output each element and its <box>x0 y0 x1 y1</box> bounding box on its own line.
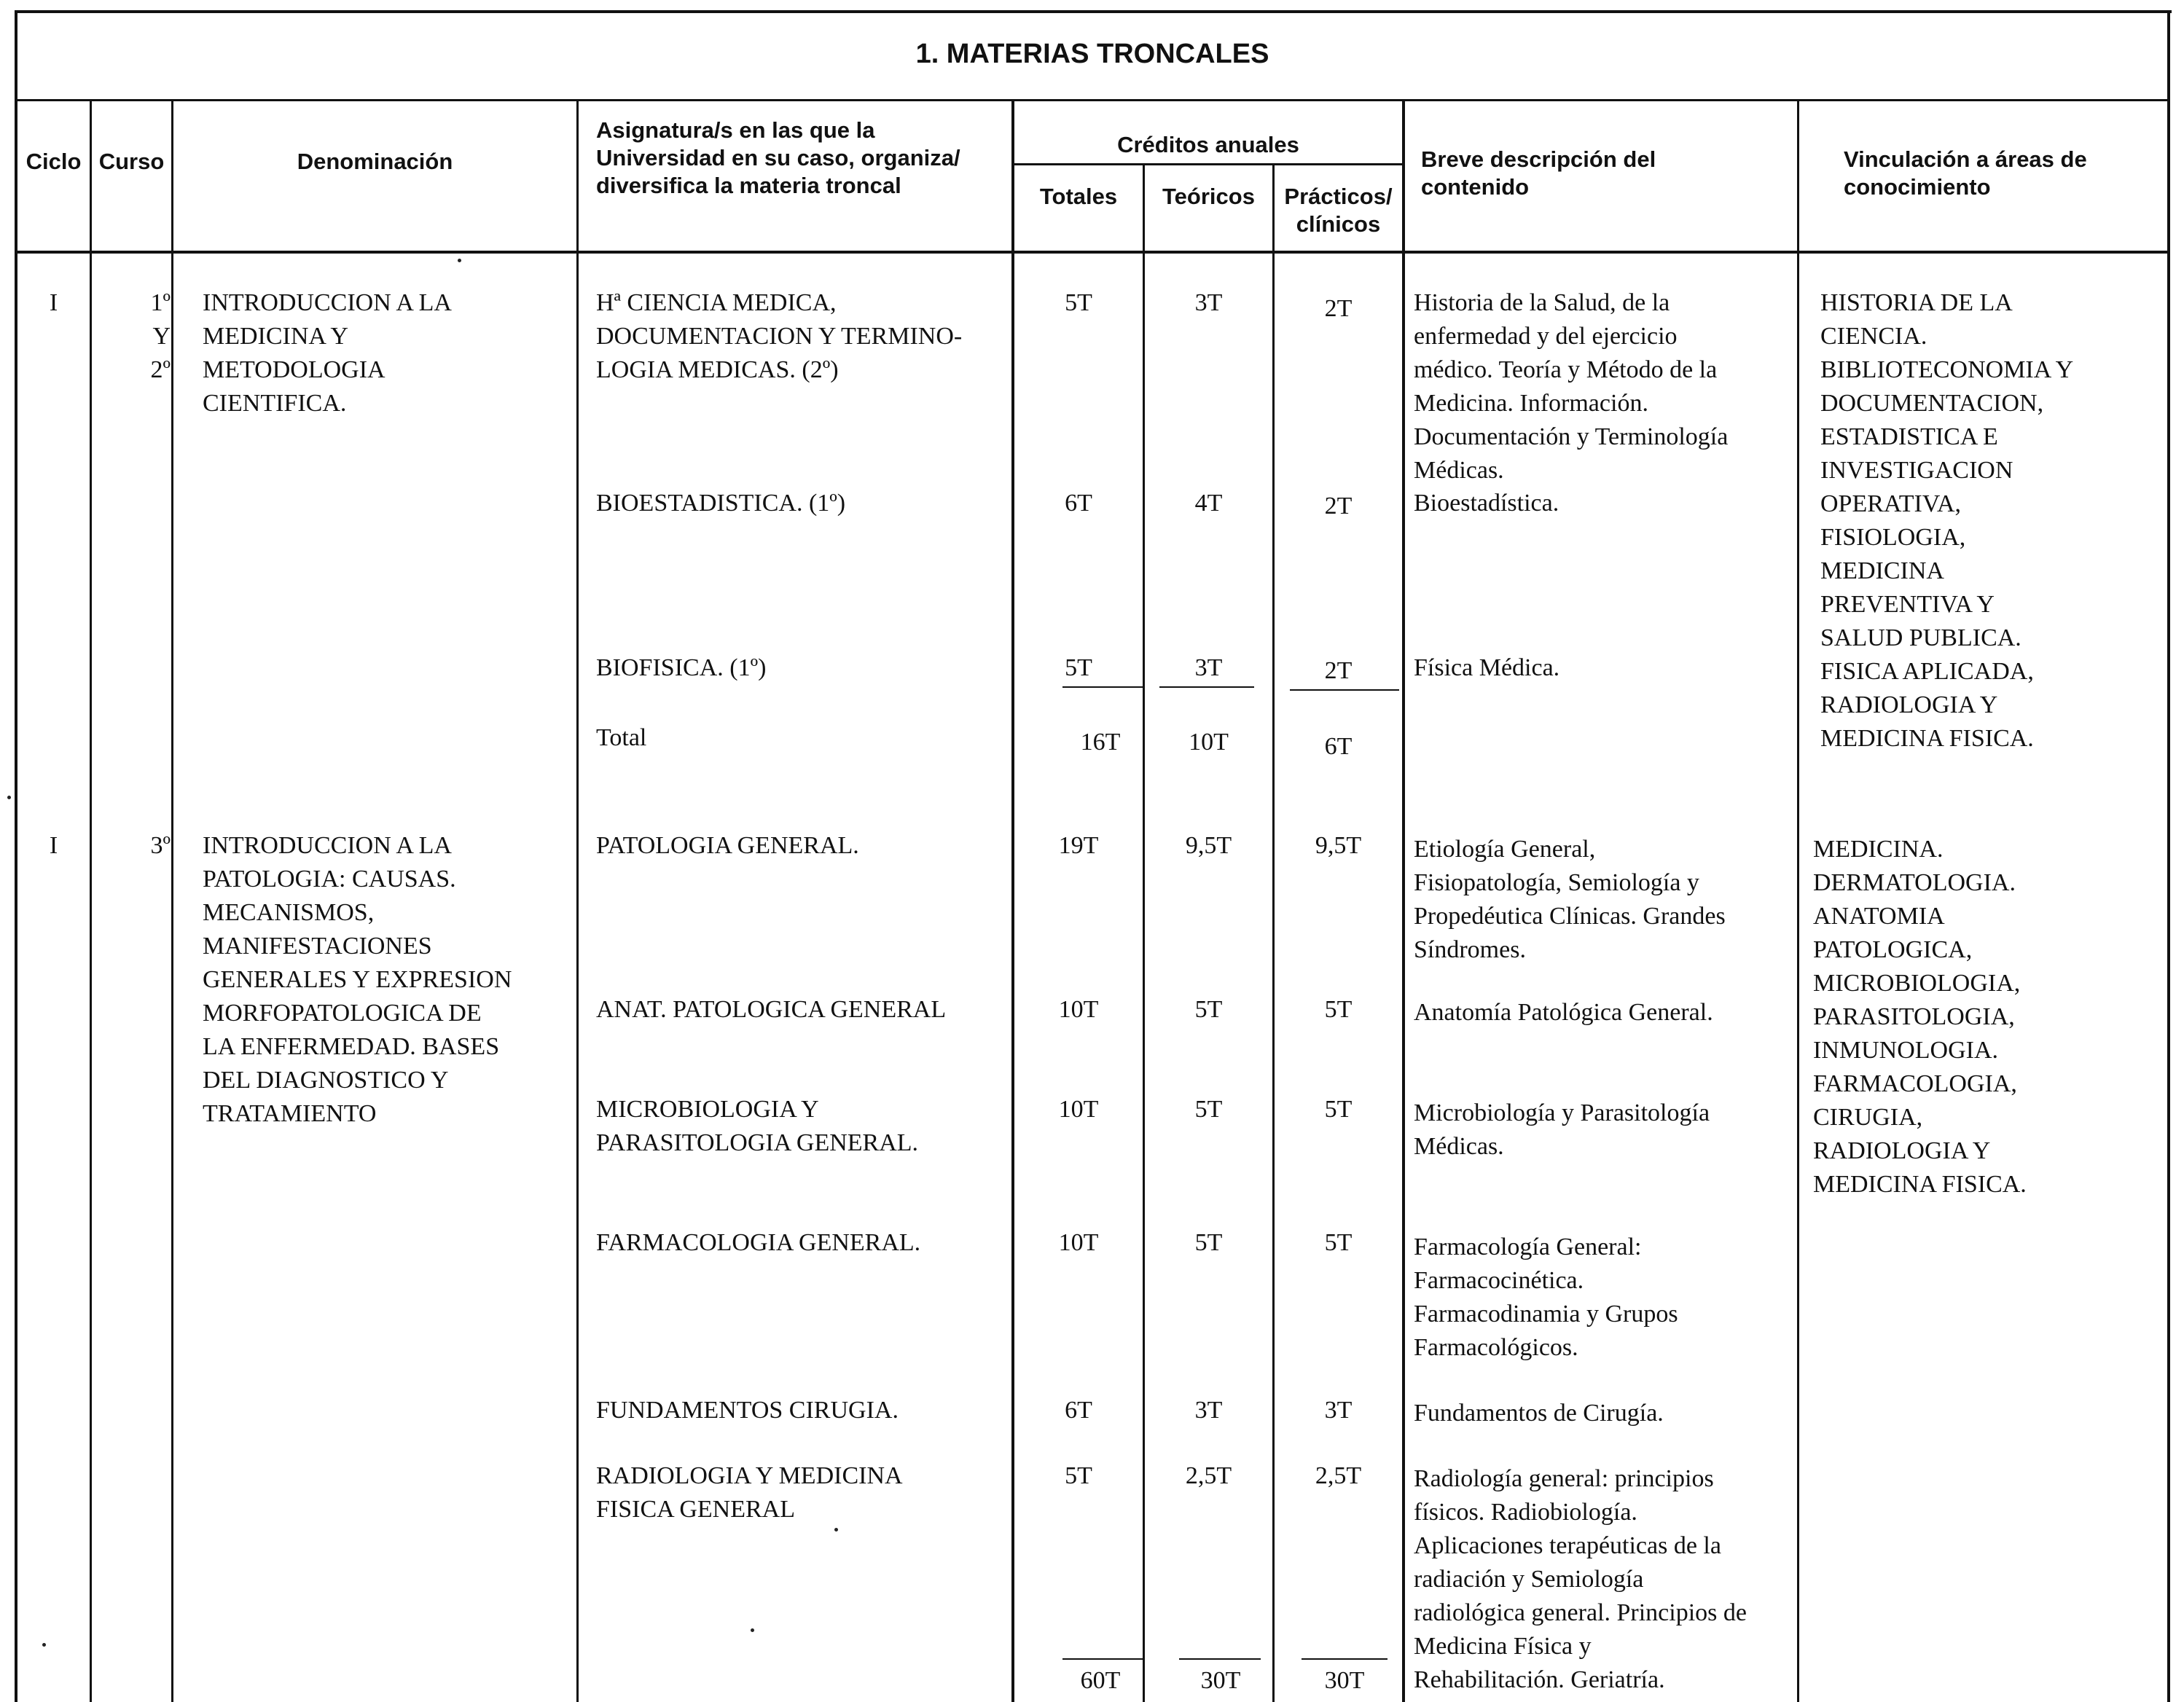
block2-row2-totales: 10T <box>1058 996 1099 1023</box>
block2-row6-practicos: 2,5T <box>1315 1462 1362 1489</box>
block2-row6-asignatura: RADIOLOGIA Y MEDICINA FISICA GENERAL <box>596 1462 903 1523</box>
block1-row1-practicos: 2T <box>1324 295 1353 322</box>
block1-total-rule-practicos <box>1290 689 1399 691</box>
scan-speck <box>7 796 11 799</box>
block2-row4-practicos: 5T <box>1324 1229 1353 1256</box>
block1-row2-teoricos: 4T <box>1194 490 1223 517</box>
creditos-subheader-divider <box>1014 163 1402 165</box>
col-divider-practicos <box>1402 101 1405 1702</box>
block1-curso: 1º Y 2º <box>150 289 171 383</box>
block2-row2-descripcion: Anatomía Patológica General. <box>1414 999 1713 1026</box>
block1-ciclo: I <box>49 289 58 316</box>
block2-row2-teoricos: 5T <box>1194 996 1223 1023</box>
col-divider-denominacion <box>576 101 579 1702</box>
block2-total-rule-totales <box>1062 1658 1143 1660</box>
header-practicos: Prácticos/ clínicos <box>1284 184 1393 237</box>
block2-total-totales: 60T <box>1080 1667 1121 1694</box>
block1-row1-teoricos: 3T <box>1194 289 1223 316</box>
scan-speck <box>42 1643 46 1647</box>
scan-speck <box>458 259 461 262</box>
header-curso: Curso <box>98 149 165 174</box>
block2-row1-asignatura: PATOLOGIA GENERAL. <box>596 832 859 859</box>
block2-row3-totales: 10T <box>1058 1096 1099 1123</box>
block1-row3-totales: 5T <box>1065 654 1092 681</box>
block1-total-rule-teoricos <box>1159 686 1254 688</box>
block2-row6-totales: 5T <box>1065 1462 1092 1489</box>
block1-row2-totales: 6T <box>1065 490 1092 517</box>
block2-row4-asignatura: FARMACOLOGIA GENERAL. <box>596 1229 921 1256</box>
block2-vinculacion: MEDICINA. DERMATOLOGIA. ANATOMIA PATOLOGICA, MICROBIOLOGIA, PARASITOLOGIA, INMUNOLOGIA. FARMACOLOGIA, CIRUGIA, RADIOLOGIA Y MEDICINA FISICA. <box>1813 836 2027 1198</box>
block2-row6-teoricos: 2,5T <box>1185 1462 1232 1489</box>
header-totales: Totales <box>1039 184 1118 209</box>
block2-row4-totales: 10T <box>1058 1229 1099 1256</box>
header-divider <box>15 251 2170 254</box>
block2-total-practicos: 30T <box>1324 1667 1365 1694</box>
block2-row5-asignatura: FUNDAMENTOS CIRUGIA. <box>596 1397 899 1424</box>
header-denominacion: Denominación <box>297 149 453 174</box>
block1-row3-asignatura: BIOFISICA. (1º) <box>596 654 767 681</box>
table-right-border <box>2167 10 2170 1702</box>
header-asignaturas: Asignatura/s en las que la Universidad en su caso, organiza/ diversifica la materia troncal <box>596 117 960 198</box>
scan-speck <box>834 1528 838 1532</box>
table-top-border <box>15 10 2172 13</box>
block1-row2-asignatura: BIOESTADISTICA. (1º) <box>596 490 846 517</box>
block2-row1-descripcion: Etiología General, Fisiopatología, Semiología y Propedéutica Clínicas. Grandes Síndromes. <box>1414 836 1726 963</box>
block1-row3-descripcion: Física Médica. <box>1414 654 1560 681</box>
block1-row1-descripcion: Historia de la Salud, de la enfermedad y del ejercicio médico. Teoría y Método de la Medicina. Información. Documentación y Terminología Médicas. <box>1414 289 1729 484</box>
block2-total-teoricos: 30T <box>1200 1667 1241 1694</box>
col-divider-curso <box>171 101 173 1702</box>
block2-row4-descripcion: Farmacología General: Farmacocinética. Farmacodinamia y Grupos Farmacológicos. <box>1414 1234 1678 1361</box>
block2-row3-teoricos: 5T <box>1194 1096 1223 1123</box>
block1-total-teoricos: 10T <box>1189 729 1229 756</box>
block1-vinculacion: HISTORIA DE LA CIENCIA. BIBLIOTECONOMIA Y DOCUMENTACION, ESTADISTICA E INVESTIGACION OPERATIVA, FISIOLOGIA, MEDICINA PREVENTIVA Y SALUD PUBLICA. FISICA APLICADA, RADIOLOGIA Y MEDICINA FISICA. <box>1820 289 2074 752</box>
block2-row2-practicos: 5T <box>1324 996 1353 1023</box>
header-teoricos: Teóricos <box>1162 184 1255 209</box>
title-divider <box>15 99 2170 101</box>
block2-row1-teoricos: 9,5T <box>1185 832 1232 859</box>
block1-row2-descripcion: Bioestadística. <box>1414 490 1559 517</box>
header-descripcion: Breve descripción del contenido <box>1421 146 1656 200</box>
block1-row1-asignatura: Hª CIENCIA MEDICA, DOCUMENTACION Y TERMINO- LOGIA MEDICAS. (2º) <box>596 289 963 383</box>
block2-row5-descripcion: Fundamentos de Cirugía. <box>1414 1400 1664 1427</box>
block1-row2-practicos: 2T <box>1324 493 1353 519</box>
col-divider-ciclo <box>90 101 92 1702</box>
block1-row1-totales: 5T <box>1065 289 1092 316</box>
block2-row2-asignatura: ANAT. PATOLOGICA GENERAL <box>596 996 947 1023</box>
block1-row3-practicos: 2T <box>1324 657 1353 684</box>
table-title: 1. MATERIAS TRONCALES <box>915 39 1269 69</box>
col-divider-descripcion <box>1797 101 1799 1702</box>
block2-row5-totales: 6T <box>1065 1397 1092 1424</box>
header-creditos: Créditos anuales <box>1117 132 1299 157</box>
block2-row5-practicos: 3T <box>1324 1397 1353 1424</box>
block2-row5-teoricos: 3T <box>1194 1397 1223 1424</box>
block1-total-practicos: 6T <box>1324 733 1353 760</box>
block1-total-label: Total <box>596 724 647 751</box>
block2-row1-totales: 19T <box>1058 832 1099 859</box>
block2-total-rule-practicos <box>1302 1658 1387 1660</box>
header-vinculacion: Vinculación a áreas de conocimiento <box>1844 146 2087 200</box>
block1-total-totales: 16T <box>1080 729 1121 756</box>
block2-curso: 3º <box>150 832 171 859</box>
block2-row3-practicos: 5T <box>1324 1096 1353 1123</box>
block2-denominacion: INTRODUCCION A LA PATOLOGIA: CAUSAS. MECANISMOS, MANIFESTACIONES GENERALES Y EXPRESION MORFOPATOLOGICA DE LA ENFERMEDAD. BASES DEL DIAGNOSTICO Y TRATAMIENTO <box>203 832 512 1127</box>
block2-row4-teoricos: 5T <box>1194 1229 1223 1256</box>
block1-denominacion: INTRODUCCION A LA MEDICINA Y METODOLOGIA CIENTIFICA. <box>203 289 452 417</box>
block2-row3-descripcion: Microbiología y Parasitología Médicas. <box>1414 1099 1710 1160</box>
block2-ciclo: I <box>49 832 58 859</box>
block2-row3-asignatura: MICROBIOLOGIA Y PARASITOLOGIA GENERAL. <box>596 1096 919 1156</box>
block2-total-rule-teoricos <box>1179 1658 1261 1660</box>
block1-row3-teoricos: 3T <box>1194 654 1223 681</box>
block1-total-rule-totales <box>1062 686 1143 688</box>
header-ciclo: Ciclo <box>26 149 82 174</box>
block2-row1-practicos: 9,5T <box>1315 832 1362 859</box>
scan-speck <box>751 1628 754 1632</box>
block2-row6-descripcion: Radiología general: principios físicos. Radiobiología. Aplicaciones terapéuticas de la radiación y Semiología radiológica general. Principios de Medicina Física y Rehabilitación. Geriatría. <box>1414 1465 1747 1693</box>
